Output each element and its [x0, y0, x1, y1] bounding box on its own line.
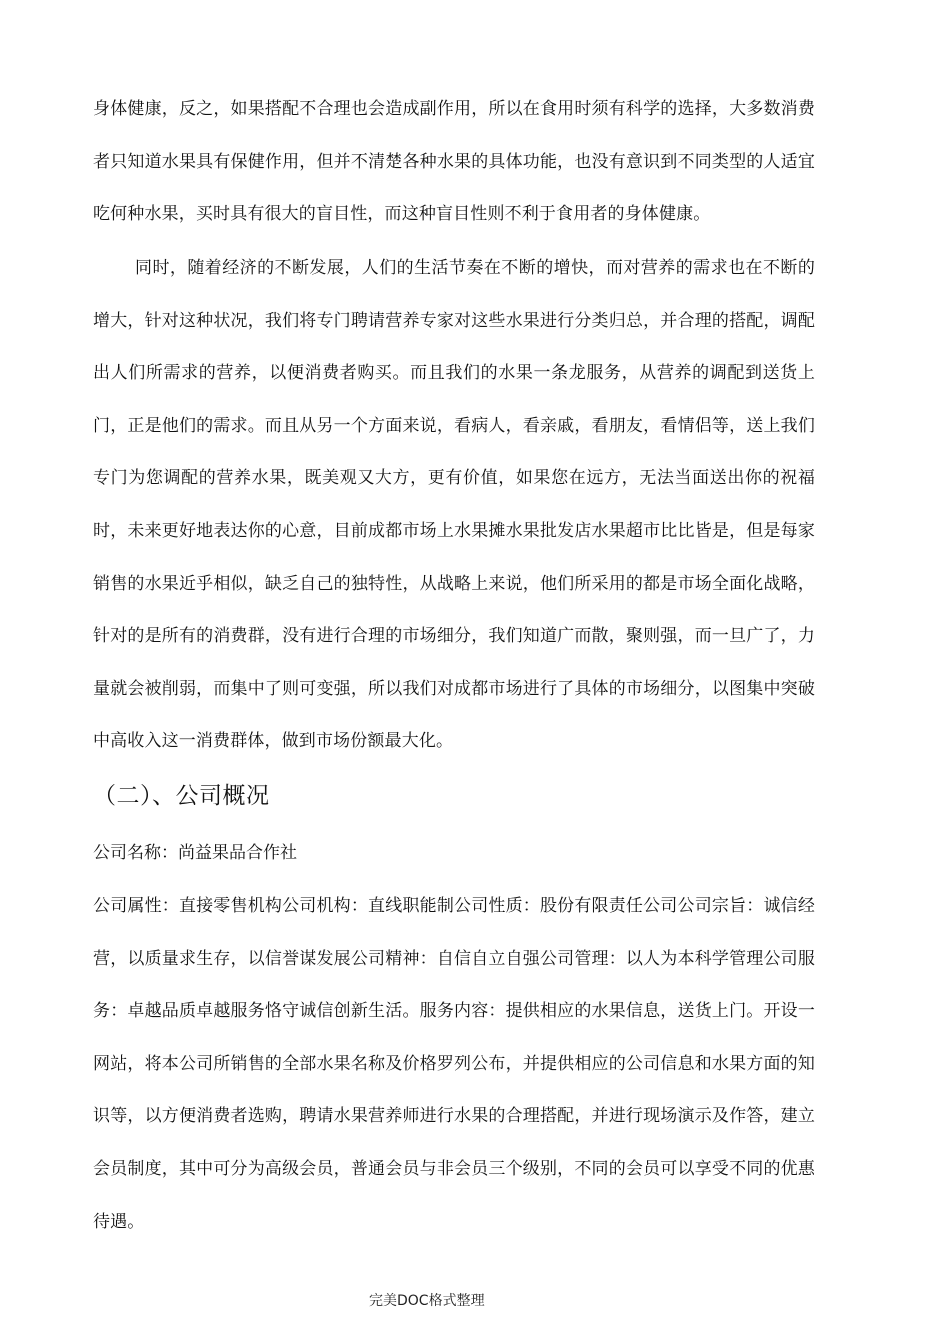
page-footer: 完美DOC格式整理	[369, 1293, 485, 1309]
body-paragraph-market: 同时，随着经济的不断发展，人们的生活节奏在不断的增快，而对营养的需求也在不断的增大，针对这种状况，我们将专门聘请营养专家对这些水果进行分类归总，并合理的搭配，调配出人们所需求的营养，以便消费者购买。而且我们的水果一条龙服务，从营养的调配到送货上门，正是他们的需求。而且从另一个方面来说，看病人，看亲戚，看朋友，看情侣等，送上我们专门为您调配的营养水果，既美观又大方，更有价值，如果您在远方，无法当面送出你的祝福时，未来更好地表达你的心意，目前成都市场上水果摊水果批发店水果超市比比皆是，但是每家销售的水果近乎相似，缺乏自己的独特性，从战略上来说，他们所采用的都是市场全面化战略，针对的是所有的消费群，没有进行合理的市场细分，我们知道广而散，聚则强，而一旦广了，力量就会被削弱，而集中了则可变强，所以我们对成都市场进行了具体的市场细分，以图集中突破中高收入这一消费群体，做到市场份额最大化。	[93, 258, 815, 752]
section-heading: （二）、公司概况	[93, 783, 270, 809]
company-name-line: 公司名称：尚益果品合作社	[93, 843, 297, 863]
body-paragraph-company-profile: 公司属性：直接零售机构公司机构：直线职能制公司性质：股份有限责任公司公司宗旨：诚信经营，以质量求生存，以信誉谋发展公司精神：自信自立自强公司管理：以人为本科学管理公司服务：卓越品质卓越服务恪守诚信创新生活。服务内容：提供相应的水果信息，送货上门。开设一网站，将本公司所销售的全部水果名称及价格罗列公布，并提供相应的公司信息和水果方面的知识等，以方便消费者选购，聘请水果营养师进行水果的合理搭配，并进行现场演示及作答，建立会员制度，其中可分为高级会员，普通会员与非会员三个级别，不同的会员可以享受不同的优惠待遇。	[93, 896, 815, 1232]
body-paragraph-health: 身体健康，反之，如果搭配不合理也会造成副作用，所以在食用时须有科学的选择，大多数消费者只知道水果具有保健作用，但并不清楚各种水果的具体功能，也没有意识到不同类型的人适宜吃何种水果，买时具有很大的盲目性，而这种盲目性则不利于食用者的身体健康。	[93, 99, 815, 225]
